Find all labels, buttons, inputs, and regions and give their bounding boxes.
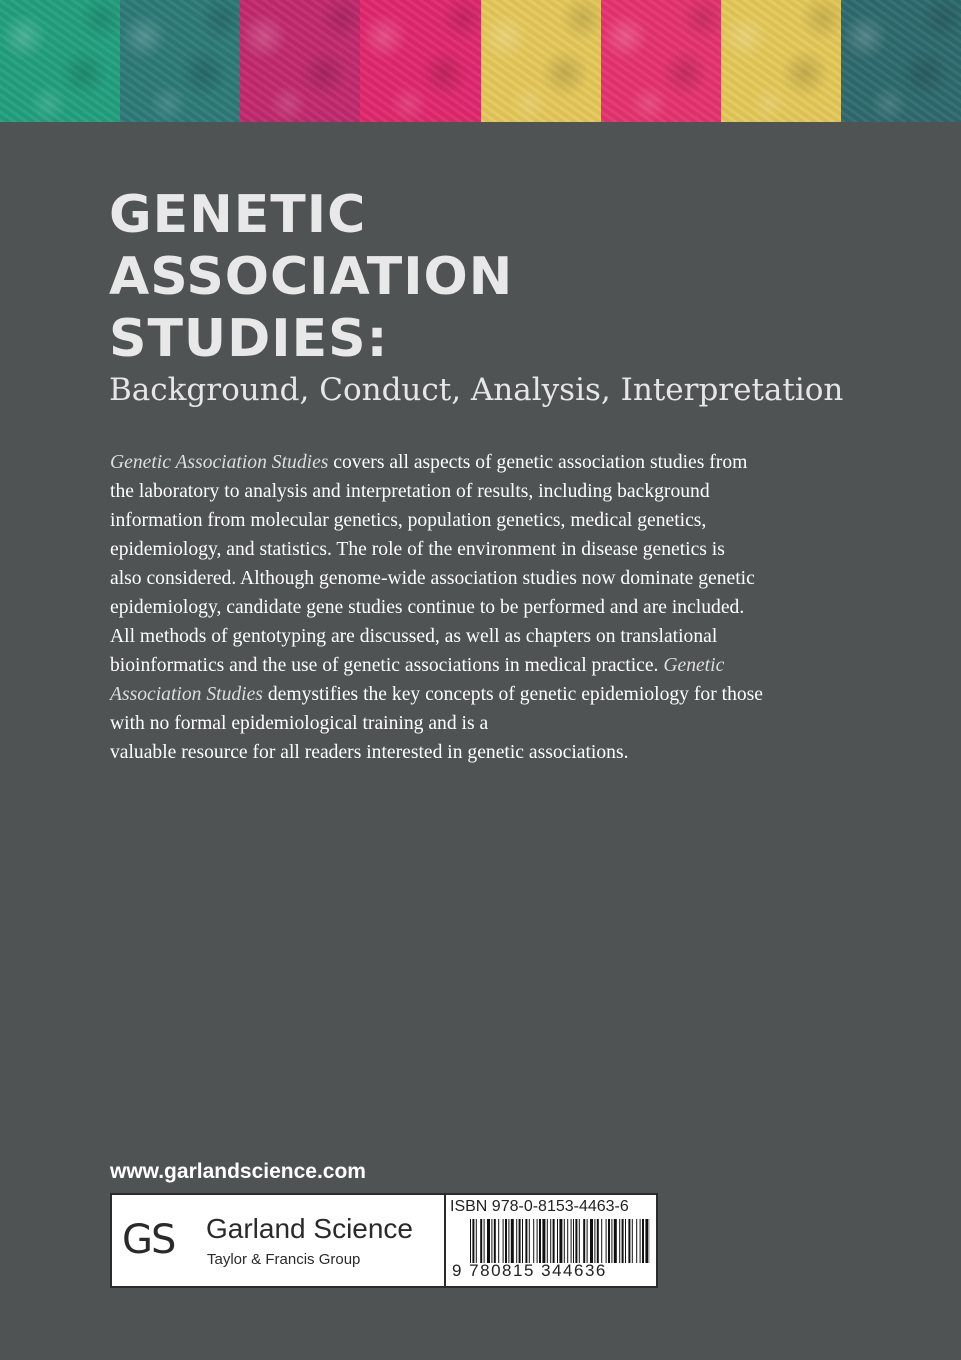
- title-line: ASSOCIATION: [109, 247, 514, 307]
- publisher-logo-panel: [112, 1195, 446, 1286]
- stripe-6: [601, 0, 721, 122]
- publisher-website[interactable]: www.garlandscience.com: [110, 1160, 366, 1183]
- description-line: valuable resource for all readers interested in genetic associations.: [110, 742, 629, 763]
- description-line: epidemiology, and statistics. The role of the environment in disease genetics is: [110, 539, 725, 560]
- description-line: also considered. Although genome-wide association studies now dominate genetic: [110, 568, 755, 589]
- description-line: the laboratory to analysis and interpretation of results, including background: [110, 481, 710, 502]
- publisher-group: Taylor & Francis Group: [207, 1251, 361, 1268]
- description-line: Genetic Association Studies covers all aspects of genetic association studies from: [110, 452, 748, 473]
- stripe-2: [120, 0, 240, 122]
- title-line: GENETIC: [109, 185, 367, 245]
- book-subtitle: Background, Conduct, Analysis, Interpretation: [109, 372, 844, 408]
- stripe-5: [481, 0, 601, 122]
- color-stripe-band: [0, 0, 961, 122]
- stripe-1: [0, 0, 120, 122]
- stripe-3: [240, 0, 360, 122]
- description-line: epidemiology, candidate gene studies continue to be performed and are included.: [110, 597, 745, 618]
- isbn-panel: [446, 1195, 656, 1286]
- ean-digits: 9 780815 344636: [452, 1261, 607, 1280]
- description-line: information from molecular genetics, population genetics, medical genetics,: [110, 510, 707, 531]
- gs-logo-icon: GS: [122, 1217, 175, 1263]
- book-title: [109, 184, 869, 370]
- description-line: Association Studies demystifies the key concepts of genetic epidemiology for those: [110, 684, 763, 705]
- stripe-4: [360, 0, 480, 122]
- description-line: with no formal epidemiological training and is a: [110, 713, 489, 734]
- title-line: STUDIES:: [109, 309, 389, 369]
- description-line: All methods of gentotyping are discussed, as well as chapters on translational: [110, 626, 718, 647]
- stripe-7: [721, 0, 841, 122]
- isbn-label: ISBN 978-0-8153-4463-6: [450, 1198, 629, 1215]
- book-title-italic: Genetic Association Studies: [110, 452, 329, 473]
- book-title-italic: Association Studies: [110, 684, 263, 705]
- publisher-name: Garland Science: [206, 1213, 414, 1244]
- publisher-barcode-box: [110, 1193, 658, 1288]
- description-line: bioinformatics and the use of genetic associations in medical practice. Genetic: [110, 655, 725, 676]
- book-title-italic: Genetic: [663, 655, 725, 676]
- barcode-icon: [470, 1219, 650, 1263]
- book-description: [110, 448, 900, 767]
- stripe-8: [841, 0, 961, 122]
